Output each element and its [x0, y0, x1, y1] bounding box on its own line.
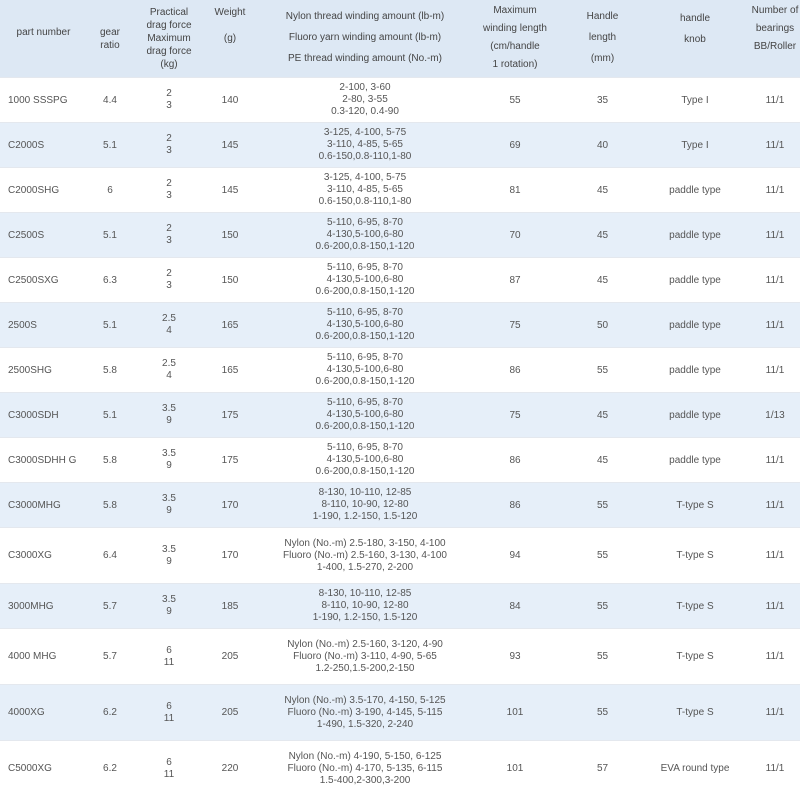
winding-length-cell: 55: [475, 78, 555, 123]
handle-knob-cell: T-type S: [650, 629, 740, 685]
drag-force-cell-line: 9: [166, 460, 172, 471]
header-line: Number of: [751, 5, 799, 16]
handle-length-cell: 35: [555, 78, 650, 123]
thread-winding-cell-line: 8-130, 10-110, 12-85: [318, 487, 412, 498]
header-thread-winding: [255, 0, 475, 78]
drag-force-cell-line: 2: [166, 178, 172, 189]
bearings-cell: 1/13: [740, 393, 800, 438]
drag-force-cell-line: 6: [166, 644, 172, 656]
gear-ratio-cell: 5.1: [87, 213, 133, 258]
header-line: (mm): [590, 53, 615, 64]
drag-force-cell-line: 3.5: [162, 594, 176, 605]
bearings-cell: 11/1: [740, 213, 800, 258]
thread-winding-cell-line: 0.6-200,0.8-150,1-120: [315, 376, 415, 387]
handle-knob-cell: Type I: [650, 123, 740, 168]
header-line: handle: [679, 13, 711, 24]
thread-winding-cell-line: 8-110, 10-90, 12-80: [321, 499, 409, 510]
header-bearings: [740, 0, 800, 78]
winding-length-cell: 75: [475, 393, 555, 438]
header-line: Maximum: [147, 33, 191, 44]
bearings-cell: 11/1: [740, 685, 800, 741]
part-number-cell: C2000S: [0, 123, 87, 168]
thread-winding-cell: [255, 528, 475, 584]
thread-winding-cell: [255, 584, 475, 629]
part-number-cell: C2000SHG: [0, 168, 87, 213]
drag-force-cell-line: 11: [163, 656, 175, 668]
thread-winding-cell-line: 4-130,5-100,6-80: [326, 319, 404, 330]
thread-winding-cell: [255, 348, 475, 393]
thread-winding-cell: [255, 258, 475, 303]
header-handle-knob: [650, 0, 740, 78]
thread-winding-cell-line: 5-110, 6-95, 8-70: [327, 217, 403, 228]
drag-force-cell-line: 2.5: [162, 313, 176, 324]
winding-length-cell: 81: [475, 168, 555, 213]
thread-winding-cell: [255, 741, 475, 797]
table-row: [0, 483, 800, 528]
winding-length-cell: 101: [475, 741, 555, 797]
weight-cell: 205: [205, 685, 255, 741]
drag-force-cell: [133, 168, 205, 213]
part-number-cell: 2500S: [0, 303, 87, 348]
drag-force-cell-line: 2: [166, 133, 172, 144]
drag-force-cell-line: 3: [166, 280, 172, 291]
handle-knob-cell: paddle type: [650, 303, 740, 348]
handle-length-cell: 40: [555, 123, 650, 168]
header-line: Weight: [214, 7, 246, 18]
header-line: bearings: [755, 23, 795, 34]
table-row: [0, 393, 800, 438]
drag-force-cell-line: 2: [166, 88, 172, 99]
weight-cell: 185: [205, 584, 255, 629]
header-line: 1 rotation): [492, 59, 538, 70]
thread-winding-cell-line: 1.5-400,2-300,3-200: [319, 774, 411, 786]
table-row: [0, 123, 800, 168]
handle-knob-cell: T-type S: [650, 483, 740, 528]
header-line: [205, 19, 255, 32]
thread-winding-cell: [255, 629, 475, 685]
drag-force-cell-line: 2: [166, 268, 172, 279]
thread-winding-cell-line: 2-100, 3-60: [339, 82, 391, 93]
header-line: drag force: [146, 46, 192, 57]
winding-length-cell: 101: [475, 685, 555, 741]
weight-cell: 145: [205, 168, 255, 213]
header-line: Handle: [586, 11, 619, 22]
thread-winding-cell-line: Fluoro (No.-m) 2.5-160, 3-130, 4-100: [283, 549, 447, 561]
weight-cell: 165: [205, 303, 255, 348]
handle-knob-cell: T-type S: [650, 528, 740, 584]
table-row: [0, 258, 800, 303]
thread-winding-cell-line: 0.6-200,0.8-150,1-120: [315, 421, 415, 432]
drag-force-cell-line: 3: [166, 145, 172, 156]
table-row: [0, 348, 800, 393]
handle-knob-cell: paddle type: [650, 438, 740, 483]
bearings-cell: 11/1: [740, 584, 800, 629]
drag-force-cell-line: 3: [166, 100, 172, 111]
table-row: [0, 168, 800, 213]
gear-ratio-cell: 5.7: [87, 629, 133, 685]
drag-force-cell: [133, 438, 205, 483]
thread-winding-cell-line: 0.6-200,0.8-150,1-120: [315, 331, 415, 342]
thread-winding-cell-line: 5-110, 6-95, 8-70: [327, 397, 403, 408]
weight-cell: 220: [205, 741, 255, 797]
table-row: [0, 685, 800, 741]
handle-knob-cell: Type I: [650, 78, 740, 123]
gear-ratio-cell: 5.1: [87, 303, 133, 348]
bearings-cell: 11/1: [740, 438, 800, 483]
thread-winding-cell-line: 4-130,5-100,6-80: [326, 454, 404, 465]
table-row: [0, 303, 800, 348]
weight-cell: 175: [205, 438, 255, 483]
drag-force-cell-line: 3.5: [162, 403, 176, 414]
handle-knob-cell: paddle type: [650, 213, 740, 258]
bearings-cell: 11/1: [740, 168, 800, 213]
header-drag-force: [133, 0, 205, 78]
thread-winding-cell-line: 5-110, 6-95, 8-70: [327, 262, 403, 273]
header-row: [0, 0, 800, 78]
handle-length-cell: 45: [555, 168, 650, 213]
drag-force-cell-line: 9: [166, 606, 172, 617]
drag-force-cell-line: 6: [166, 756, 172, 768]
handle-length-cell: 55: [555, 629, 650, 685]
winding-length-cell: 86: [475, 483, 555, 528]
weight-cell: 175: [205, 393, 255, 438]
handle-length-cell: 57: [555, 741, 650, 797]
thread-winding-cell-line: 8-110, 10-90, 12-80: [321, 600, 409, 611]
table-body: [0, 78, 800, 797]
drag-force-cell-line: 4: [166, 370, 172, 381]
part-number-cell: C5000XG: [0, 741, 87, 797]
thread-winding-cell-line: 3-110, 4-85, 5-65: [327, 139, 403, 150]
header-line: BB/Roller: [753, 41, 797, 52]
thread-winding-cell: [255, 393, 475, 438]
drag-force-cell: [133, 685, 205, 741]
drag-force-cell-line: 4: [166, 325, 172, 336]
drag-force-cell-line: 11: [163, 768, 175, 780]
thread-winding-cell-line: 4-130,5-100,6-80: [326, 409, 404, 420]
header-line: knob: [684, 34, 706, 45]
part-number-cell: 1000 SSSPG: [0, 78, 87, 123]
thread-winding-cell-line: 4-130,5-100,6-80: [326, 229, 404, 240]
table-row: [0, 629, 800, 685]
handle-knob-cell: paddle type: [650, 393, 740, 438]
header-line: ratio: [100, 40, 120, 51]
thread-winding-cell-line: Fluoro (No.-m) 3-190, 4-145, 5-115: [287, 706, 443, 718]
header-part-number: [0, 0, 87, 78]
bearings-cell: 11/1: [740, 258, 800, 303]
drag-force-cell-line: 9: [166, 505, 172, 516]
thread-winding-cell-line: Nylon (No.-m) 4-190, 5-150, 6-125: [288, 750, 442, 762]
thread-winding-cell: [255, 438, 475, 483]
header-line: (cm/handle: [490, 41, 540, 52]
bearings-cell: 11/1: [740, 303, 800, 348]
header-weight: [205, 0, 255, 78]
weight-cell: 150: [205, 258, 255, 303]
thread-winding-cell-line: 5-110, 6-95, 8-70: [327, 442, 403, 453]
part-number-cell: 3000MHG: [0, 584, 87, 629]
handle-length-cell: 45: [555, 258, 650, 303]
drag-force-cell-line: 6: [166, 700, 172, 712]
bearings-cell: 11/1: [740, 528, 800, 584]
header-line: Nylon thread winding amount (lb-m): [285, 11, 445, 22]
drag-force-cell: [133, 213, 205, 258]
winding-length-cell: 75: [475, 303, 555, 348]
weight-cell: 145: [205, 123, 255, 168]
thread-winding-cell-line: 0.6-150,0.8-110,1-80: [318, 151, 412, 162]
bearings-cell: 11/1: [740, 741, 800, 797]
thread-winding-cell-line: Fluoro (No.-m) 3-110, 4-90, 5-65: [293, 650, 437, 662]
thread-winding-cell-line: 1-190, 1.2-150, 1.5-120: [312, 511, 418, 522]
thread-winding-cell-line: 8-130, 10-110, 12-85: [318, 588, 412, 599]
gear-ratio-cell: 5.1: [87, 123, 133, 168]
thread-winding-cell-line: 5-110, 6-95, 8-70: [327, 307, 403, 318]
thread-winding-cell-line: 1.2-250,1.5-200,2-150: [315, 662, 415, 674]
thread-winding-cell: [255, 213, 475, 258]
handle-knob-cell: T-type S: [650, 584, 740, 629]
weight-cell: 205: [205, 629, 255, 685]
thread-winding-cell: [255, 685, 475, 741]
thread-winding-cell: [255, 303, 475, 348]
thread-winding-cell: [255, 78, 475, 123]
drag-force-cell: [133, 348, 205, 393]
thread-winding-cell-line: 0.6-200,0.8-150,1-120: [315, 466, 415, 477]
thread-winding-cell: [255, 123, 475, 168]
drag-force-cell-line: 3: [166, 190, 172, 201]
weight-cell: 170: [205, 483, 255, 528]
thread-winding-cell-line: 0.3-120, 0.4-90: [331, 106, 399, 117]
weight-cell: 150: [205, 213, 255, 258]
handle-length-cell: 55: [555, 528, 650, 584]
bearings-cell: 11/1: [740, 78, 800, 123]
thread-winding-cell-line: Fluoro (No.-m) 4-170, 5-135, 6-115: [287, 762, 443, 774]
drag-force-cell: [133, 258, 205, 303]
weight-cell: 165: [205, 348, 255, 393]
weight-cell: 170: [205, 528, 255, 584]
table-row: [0, 741, 800, 797]
handle-length-cell: 55: [555, 685, 650, 741]
handle-length-cell: 55: [555, 348, 650, 393]
drag-force-cell: [133, 584, 205, 629]
thread-winding-cell-line: 0.6-200,0.8-150,1-120: [315, 286, 415, 297]
header-line: PE thread winding amount (No.-m): [288, 53, 442, 64]
table-row: [0, 78, 800, 123]
header-line: Maximum: [493, 5, 537, 16]
bearings-cell: 11/1: [740, 348, 800, 393]
bearings-cell: 11/1: [740, 123, 800, 168]
header-line: (kg): [160, 59, 178, 70]
drag-force-cell: [133, 528, 205, 584]
gear-ratio-cell: 6.4: [87, 528, 133, 584]
thread-winding-cell-line: Nylon (No.-m) 2.5-180, 3-150, 4-100: [284, 537, 446, 549]
drag-force-cell-line: 2.5: [162, 358, 176, 369]
gear-ratio-cell: 6.2: [87, 685, 133, 741]
drag-force-cell-line: 11: [163, 712, 175, 724]
winding-length-cell: 86: [475, 348, 555, 393]
table-row: [0, 213, 800, 258]
table-row: [0, 528, 800, 584]
gear-ratio-cell: 5.8: [87, 438, 133, 483]
thread-winding-cell-line: 3-125, 4-100, 5-75: [323, 172, 407, 183]
gear-ratio-cell: 5.8: [87, 348, 133, 393]
header-handle-length: [555, 0, 650, 78]
thread-winding-cell-line: 3-125, 4-100, 5-75: [323, 127, 407, 138]
header-line: winding length: [483, 23, 547, 34]
handle-knob-cell: paddle type: [650, 168, 740, 213]
thread-winding-cell-line: 3-110, 4-85, 5-65: [327, 184, 403, 195]
gear-ratio-cell: 5.1: [87, 393, 133, 438]
weight-cell: 140: [205, 78, 255, 123]
handle-knob-cell: T-type S: [650, 685, 740, 741]
drag-force-cell: [133, 123, 205, 168]
drag-force-cell: [133, 629, 205, 685]
header-line: part number: [16, 27, 71, 38]
drag-force-cell-line: 3.5: [162, 493, 176, 504]
gear-ratio-cell: 4.4: [87, 78, 133, 123]
drag-force-cell-line: 9: [166, 415, 172, 426]
bearings-cell: 11/1: [740, 629, 800, 685]
header-line: length: [588, 32, 617, 43]
handle-length-cell: 45: [555, 393, 650, 438]
handle-knob-cell: paddle type: [650, 348, 740, 393]
drag-force-cell: [133, 393, 205, 438]
thread-winding-cell-line: 1-190, 1.2-150, 1.5-120: [312, 612, 418, 623]
thread-winding-cell-line: Nylon (No.-m) 2.5-160, 3-120, 4-90: [287, 638, 443, 650]
handle-length-cell: 55: [555, 483, 650, 528]
part-number-cell: 4000XG: [0, 685, 87, 741]
gear-ratio-cell: 6: [87, 168, 133, 213]
thread-winding-cell-line: 1-490, 1.5-320, 2-240: [316, 718, 414, 730]
header-line: Fluoro yarn winding amount (lb-m): [288, 32, 442, 43]
thread-winding-cell-line: 0.6-150,0.8-110,1-80: [318, 196, 412, 207]
thread-winding-cell-line: Nylon (No.-m) 3.5-170, 4-150, 5-125: [284, 694, 446, 706]
bearings-cell: 11/1: [740, 483, 800, 528]
part-number-cell: C3000XG: [0, 528, 87, 584]
table-row: [0, 584, 800, 629]
gear-ratio-cell: 6.2: [87, 741, 133, 797]
handle-length-cell: 45: [555, 438, 650, 483]
handle-length-cell: 50: [555, 303, 650, 348]
winding-length-cell: 70: [475, 213, 555, 258]
gear-ratio-cell: 5.8: [87, 483, 133, 528]
table-row: [0, 438, 800, 483]
part-number-cell: 2500SHG: [0, 348, 87, 393]
winding-length-cell: 86: [475, 438, 555, 483]
part-number-cell: 4000 MHG: [0, 629, 87, 685]
header-max-winding-length: [475, 0, 555, 78]
header-line: gear: [99, 27, 120, 38]
gear-ratio-cell: 6.3: [87, 258, 133, 303]
handle-length-cell: 45: [555, 213, 650, 258]
drag-force-cell: [133, 303, 205, 348]
thread-winding-cell: [255, 483, 475, 528]
part-number-cell: C3000MHG: [0, 483, 87, 528]
part-number-cell: C3000SDH: [0, 393, 87, 438]
thread-winding-cell-line: 4-130,5-100,6-80: [326, 364, 404, 375]
header-line: Practical: [149, 7, 189, 18]
drag-force-cell: [133, 741, 205, 797]
handle-knob-cell: paddle type: [650, 258, 740, 303]
winding-length-cell: 94: [475, 528, 555, 584]
header-line: drag force: [146, 20, 192, 31]
drag-force-cell-line: 3.5: [162, 543, 176, 555]
header-line: (g): [223, 33, 237, 44]
winding-length-cell: 69: [475, 123, 555, 168]
thread-winding-cell-line: 4-130,5-100,6-80: [326, 274, 404, 285]
part-number-cell: C2500SXG: [0, 258, 87, 303]
part-number-cell: C2500S: [0, 213, 87, 258]
gear-ratio-cell: 5.7: [87, 584, 133, 629]
drag-force-cell-line: 2: [166, 223, 172, 234]
thread-winding-cell-line: 2-80, 3-55: [342, 94, 388, 105]
thread-winding-cell: [255, 168, 475, 213]
winding-length-cell: 84: [475, 584, 555, 629]
thread-winding-cell-line: 1-400, 1.5-270, 2-200: [316, 561, 414, 573]
header-gear-ratio: [87, 0, 133, 78]
part-number-cell: C3000SDHH G: [0, 438, 87, 483]
thread-winding-cell-line: 5-110, 6-95, 8-70: [327, 352, 403, 363]
drag-force-cell-line: 9: [166, 555, 172, 567]
drag-force-cell-line: 3: [166, 235, 172, 246]
handle-length-cell: 55: [555, 584, 650, 629]
drag-force-cell: [133, 78, 205, 123]
winding-length-cell: 87: [475, 258, 555, 303]
handle-knob-cell: EVA round type: [650, 741, 740, 797]
winding-length-cell: 93: [475, 629, 555, 685]
drag-force-cell: [133, 483, 205, 528]
drag-force-cell-line: 3.5: [162, 448, 176, 459]
thread-winding-cell-line: 0.6-200,0.8-150,1-120: [315, 241, 415, 252]
